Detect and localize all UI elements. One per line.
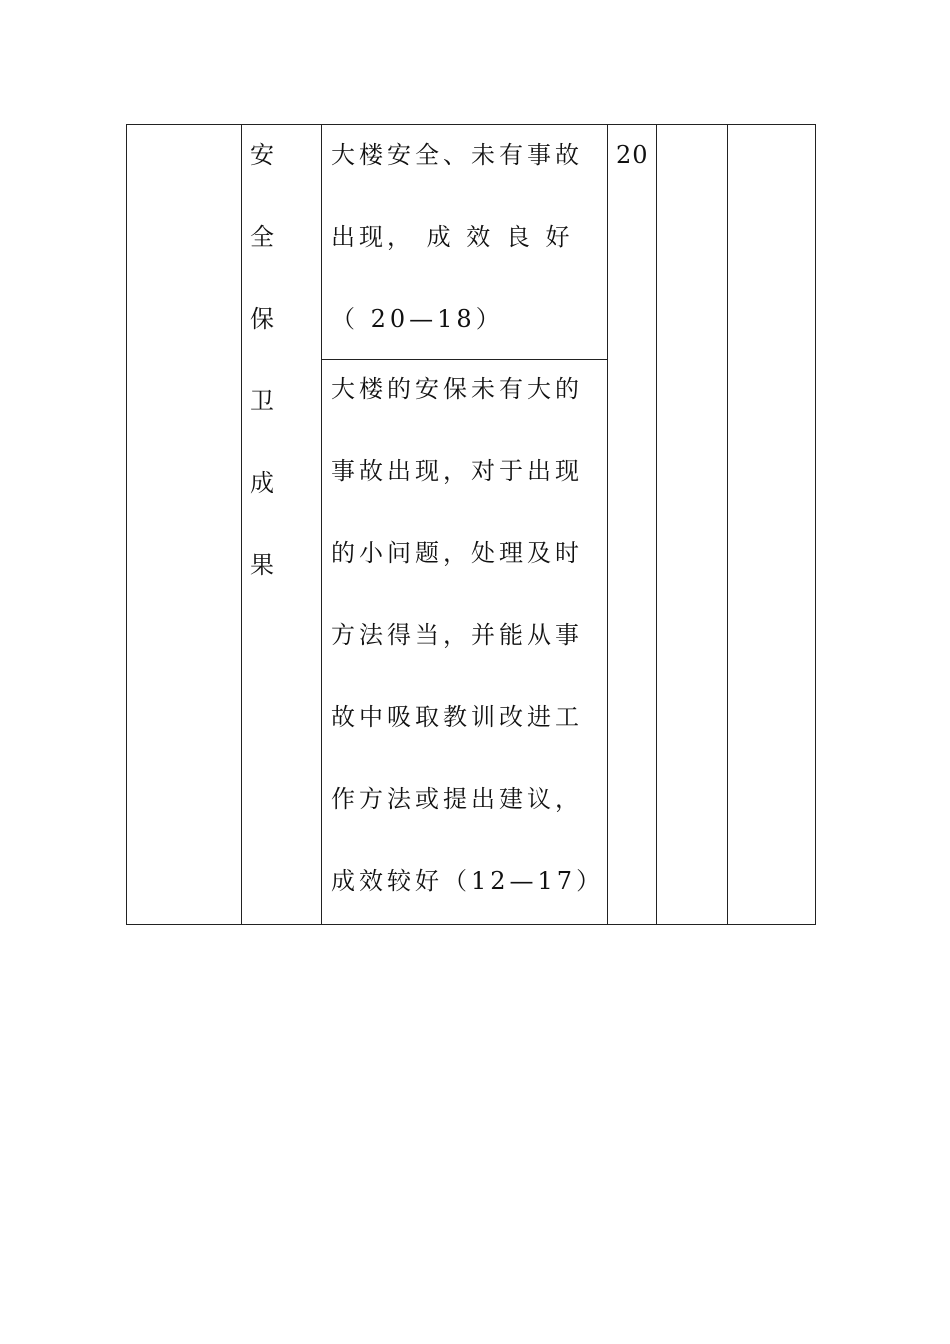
score-cell: 20 [616, 141, 649, 169]
table-divider-col3 [607, 124, 608, 925]
table-divider-col2 [321, 124, 322, 925]
criteria-cell-excellent: 大楼安全、未有事故出现， 成 效 良 好 （ 20—18） [331, 141, 586, 333]
table-divider-col4 [656, 124, 657, 925]
table-border-left [126, 124, 127, 925]
table-divider-col1 [241, 124, 242, 925]
table-border-bottom [126, 924, 816, 925]
evaluation-table [126, 124, 816, 925]
item-label-cell: 安 全 保 卫 成果 [250, 141, 310, 579]
criteria-cell-good: 大楼的安保未有大的事故出现，对于出现的小问题，处理及时方法得当，并能从事故中吸取教训改进工作方法或提出建议，成效较好（12—17） [331, 375, 605, 895]
table-divider-col5 [727, 124, 728, 925]
table-border-right [815, 124, 816, 925]
